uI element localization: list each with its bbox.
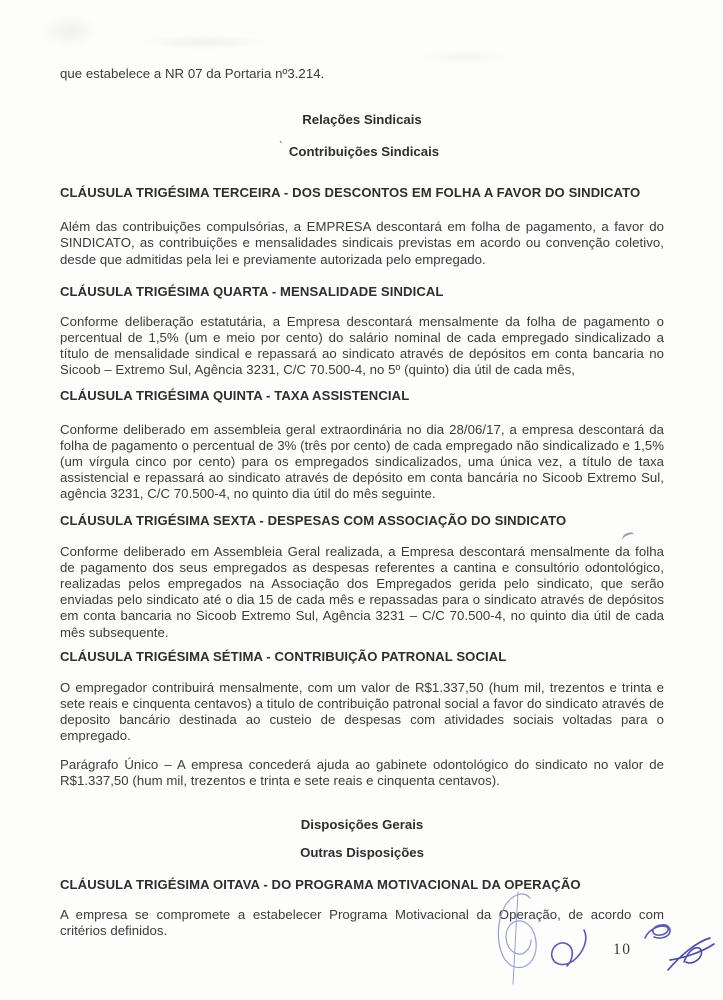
- signature-initial-d: [552, 930, 586, 966]
- clause-34-body: Conforme deliberação estatutária, a Empresa descontará mensalmente da folha de pagamento o percentual de 1,5% (um e meio por cento) do salário nominal de cada empregado sindicalizado a título de mensalidade sindical e repassará ao sindicato através de depósitos em conta bancaria no Sicoob – Extremo Sul, Agência 3231, C/C 70.500-4, no 5º (quinto) dia útil de cada mês,: [60, 313, 664, 378]
- signatures-overlay: [460, 880, 723, 992]
- stray-tick-mark: `: [276, 138, 284, 154]
- clause-33-heading: CLÁUSULA TRIGÉSIMA TERCEIRA - DOS DESCONTOS EM FOLHA A FAVOR DO SINDICATO: [60, 185, 641, 201]
- clause-38-heading: CLÁUSULA TRIGÉSIMA OITAVA - DO PROGRAMA MOTIVACIONAL DA OPERAÇÃO: [60, 877, 581, 893]
- scan-smudge: [420, 50, 510, 64]
- clause-37-paragrafo-unico: Parágrafo Único – A empresa concederá ajuda ao gabinete odontológico do sindicato no valor de R$1.337,50 (hum mil, trezentos e trinta e sete reais e cinquenta centavos).: [60, 756, 664, 788]
- clause-34-heading: CLÁUSULA TRIGÉSIMA QUARTA - MENSALIDADE SINDICAL: [60, 283, 444, 299]
- clause-33-body: Além das contribuições compulsórias, a EMPRESA descontará em folha de pagamento, a favor do SINDICATO, as contribuições e mensalidades sindicais previstas em acordo ou convenção coletivo, desde que admitidas pela lei e previamente autorizada pelo empregado.: [60, 219, 664, 267]
- section-title-disposicoes-gerais: Disposições Gerais: [300, 817, 424, 833]
- clause-35-heading: CLÁUSULA TRIGÉSIMA QUINTA - TAXA ASSISTENCIAL: [60, 387, 410, 403]
- clause-38-body: A empresa se compromete a estabelecer Programa Motivacional da Operação, de acordo com critérios definidos.: [60, 907, 664, 939]
- clause-36-body: Conforme deliberado em Assembleia Geral realizada, a Empresa descontará mensalmente da folha de pagamento dos seus empregados as despesas referentes a cantina e consultório odontológico, realizadas pelos empregados na Associação dos Empregados gerida pelo sindicato, que serão enviadas pelo sindicato até o dia 15 de cada mês e repassadas para o sindicato através de depósitos em conta bancaria no Sicoob Extremo Sul, Agência 3231 – C/C 70.500-4, no quinto dia útil de cada mês subsequente.: [60, 543, 664, 640]
- clause-37-body: O empregador contribuirá mensalmente, com um valor de R$1.337,50 (hum mil, trezentos e trinta e sete reais e cinquenta centavos) a titulo de contribuição patronal social a favor do sindicato através de deposito bancário destinada ao custeio de despesas com atividades sociais voltadas para o empregado.: [60, 679, 664, 744]
- scan-smudge: [42, 14, 98, 48]
- section-title-contribuicoes-sindicais: [60, 138, 664, 160]
- signature-loop-tail: [513, 892, 518, 984]
- section-title-outras-disposicoes: Outras Disposições: [300, 845, 424, 861]
- clause-35-body: Conforme deliberado em assembleia geral extraordinária no dia 28/06/17, a empresa descontará da folha de pagamento o percentual de 3% (três por cento) de cada empregado não sindicalizado e 1,5% (um vírgula cinco por cento) para os empregados sindicalizados, uma única vez, a título de taxa assistencial e repassará ao sindicato através de depósito em conta bancária no Sicoob Extremo Sul, agência 3231, C/C 70.500-4, no quinto dia útil do mês seguinte.: [60, 421, 664, 502]
- page-number: 10: [613, 941, 632, 958]
- section-title-text: Contribuições Sindicais: [288, 144, 440, 160]
- clause-37-heading: CLÁUSULA TRIGÉSIMA SÉTIMA - CONTRIBUIÇÃO PATRONAL SOCIAL: [60, 648, 507, 664]
- clause-36-heading: CLÁUSULA TRIGÉSIMA SEXTA - DESPESAS COM ASSOCIAÇÃO DO SINDICATO: [60, 512, 567, 528]
- intro-paragraph: que estabelece a NR 07 da Portaria nº3.214.: [60, 66, 325, 81]
- signature-flourish-bottom-3: [684, 948, 702, 963]
- scan-smudge: [140, 34, 270, 50]
- document-content: [60, 66, 664, 939]
- signature-flourish-bottom-1: [668, 938, 710, 970]
- signature-flourish-top: [645, 925, 670, 938]
- section-title-relacoes-sindicais: Relações Sindicais: [302, 112, 422, 128]
